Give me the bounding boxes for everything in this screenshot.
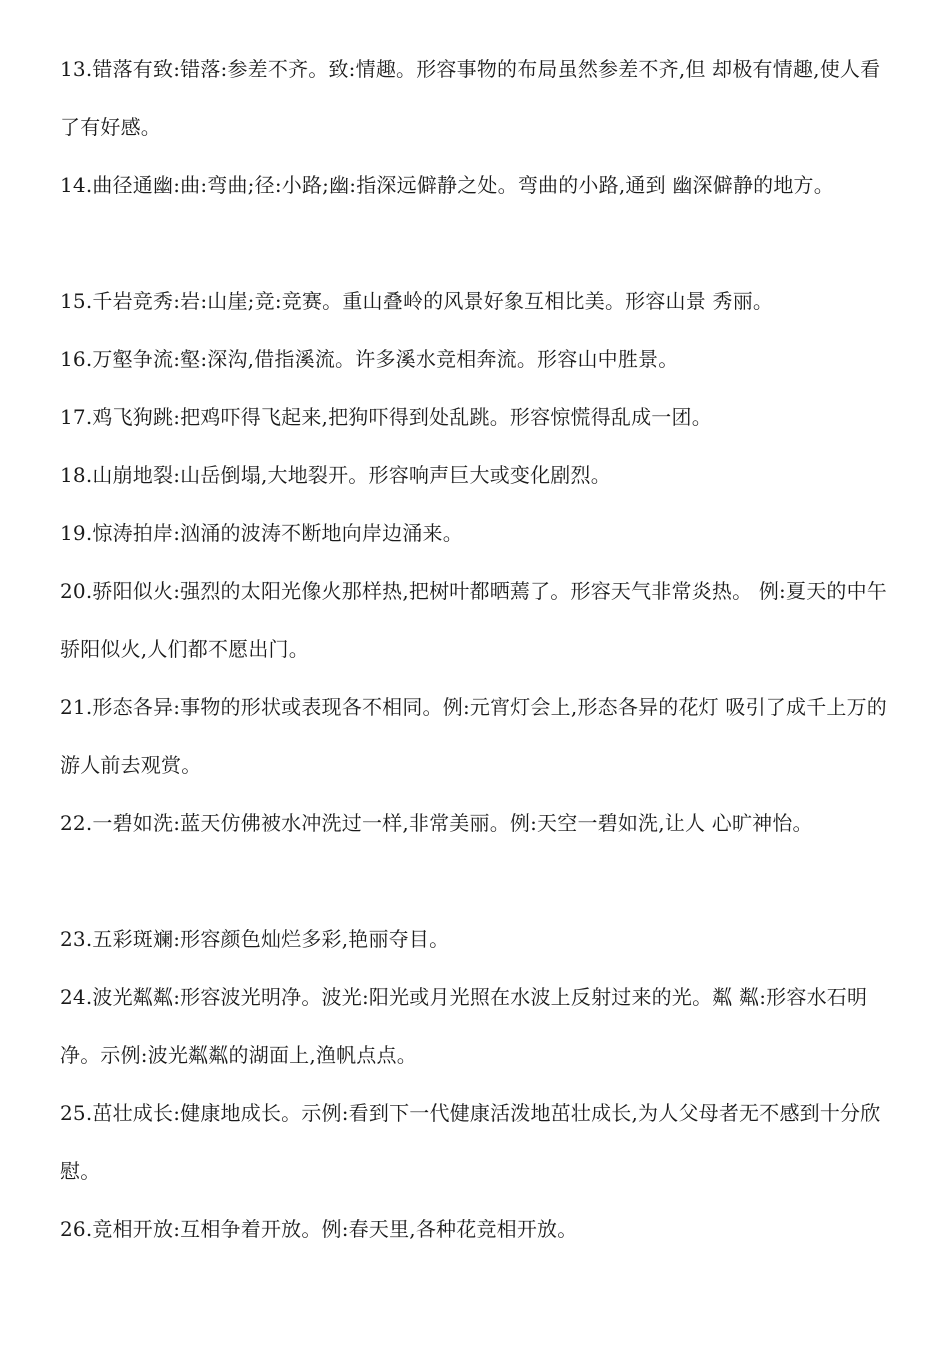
entry-25: 25.茁壮成长:健康地成长。示例:看到下一代健康活泼地茁壮成长,为人父母者无不感到十分欣慰。 [60, 1101, 881, 1183]
entry-24: 24.波光粼粼:形容波光明净。波光:阳光或月光照在水波上反射过来的光。粼 粼:形容水石明净。示例:波光粼粼的湖面上,渔帆点点。 [60, 985, 868, 1067]
entry-22: 22.一碧如洗:蓝天仿佛被水冲洗过一样,非常美丽。例:天空一碧如洗,让人 心旷神怡。 [60, 811, 813, 835]
entry-15: 15.千岩竞秀:岩:山崖;竞:竞赛。重山叠岭的风景好象互相比美。形容山景 秀丽。 [60, 289, 774, 313]
entry-13: 13.错落有致:错落:参差不齐。致:情趣。形容事物的布局虽然参差不齐,但 却极有情趣,使人看了有好感。 [60, 57, 881, 139]
entry-20: 20.骄阳似火:强烈的太阳光像火那样热,把树叶都晒蔫了。形容天气非常炎热。 例:夏天的中午骄阳似火,人们都不愿出门。 [60, 579, 887, 661]
entry-23: 23.五彩斑斓:形容颜色灿烂多彩,艳丽夺目。 [60, 927, 450, 951]
entry-19: 19.惊涛拍岸:汹涌的波涛不断地向岸边涌来。 [60, 521, 463, 545]
entry-16: 16.万壑争流:壑:深沟,借指溪流。许多溪水竞相奔流。形容山中胜景。 [60, 347, 679, 371]
entry-14: 14.曲径通幽:曲:弯曲;径:小路;幽:指深远僻静之处。弯曲的小路,通到 幽深僻静的地方。 [60, 173, 834, 197]
entry-26: 26.竞相开放:互相争着开放。例:春天里,各种花竞相开放。 [60, 1217, 578, 1241]
entry-21: 21.形态各异:事物的形状或表现各不相同。例:元宵灯会上,形态各异的花灯 吸引了成千上万的游人前去观赏。 [60, 695, 887, 777]
entry-17: 17.鸡飞狗跳:把鸡吓得飞起来,把狗吓得到处乱跳。形容惊慌得乱成一团。 [60, 405, 712, 429]
entry-18: 18.山崩地裂:山岳倒塌,大地裂开。形容响声巨大或变化剧烈。 [60, 463, 611, 487]
